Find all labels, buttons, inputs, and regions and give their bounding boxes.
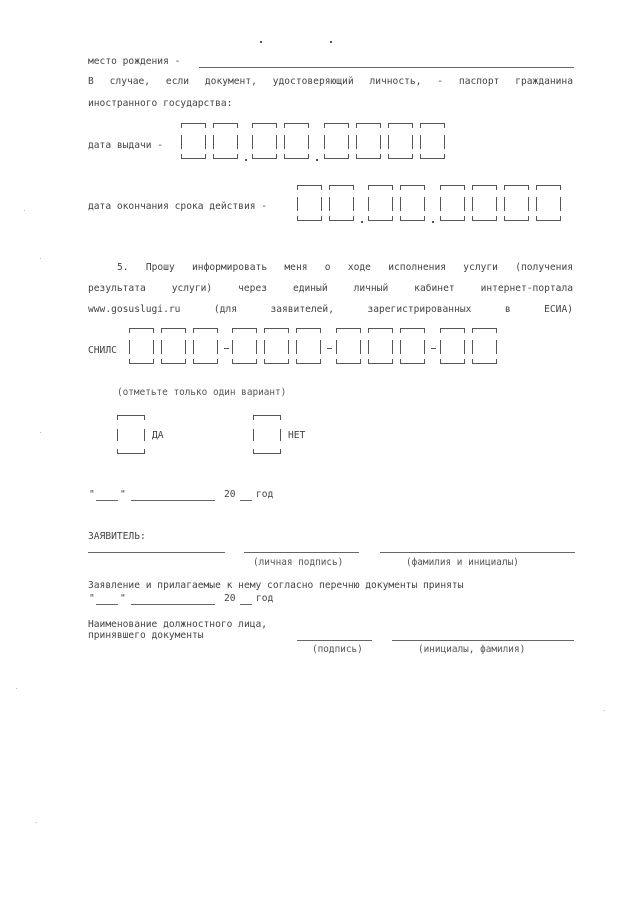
official-line2: принявшего документы (88, 630, 204, 641)
scan-speck (40, 432, 41, 433)
snils-dash (431, 348, 436, 349)
applicant-field-1[interactable] (88, 552, 225, 553)
date-separator (316, 159, 318, 161)
name-initials-caption: (фамилия и инициалы) (406, 557, 519, 568)
month-field[interactable] (131, 500, 215, 501)
accepted-year-word: год (256, 593, 274, 604)
date-separator (245, 159, 247, 161)
scan-speck (36, 822, 37, 823)
applicant-signature-field[interactable] (244, 552, 359, 553)
year-word: год (256, 489, 274, 500)
para5-line3: www.gosuslugi.ru (для заявителей, зарегистрированных в ЕСИА) (88, 304, 573, 315)
initials-surname-caption: (инициалы, фамилия) (418, 644, 526, 655)
date-separator (361, 221, 363, 223)
scan-speck (16, 688, 17, 689)
option-no-label: НЕТ (288, 430, 306, 441)
personal-signature-caption: (личная подпись) (253, 557, 344, 568)
accepted-quote-open: " (89, 593, 95, 604)
date-separator (432, 221, 434, 223)
accepted-year-field[interactable] (240, 604, 252, 605)
foreign-passport-text: В случае, если документ, удостоверяющий личность, - паспорт гражданина (88, 76, 573, 87)
signature-caption: (подпись) (312, 644, 363, 655)
official-line1: Наименование должностного лица, (88, 619, 268, 630)
accepted-day-field[interactable] (96, 604, 118, 605)
snils-dash (327, 348, 332, 349)
choose-hint: (отметьте только один вариант) (117, 387, 287, 398)
option-yes-label: ДА (152, 430, 164, 441)
date-separator (330, 41, 332, 43)
year-field[interactable] (240, 500, 252, 501)
date-separator (260, 41, 262, 43)
birth-place-field[interactable] (199, 67, 574, 68)
applicant-name-field[interactable] (380, 552, 575, 553)
official-name-field[interactable] (392, 640, 574, 641)
scan-speck (604, 710, 605, 711)
snils-dash (224, 348, 229, 349)
accepted-month-field[interactable] (131, 604, 215, 605)
foreign-passport-text-2: иностранного государства: (88, 98, 233, 109)
option-no-checkbox[interactable] (253, 415, 281, 455)
scan-speck (40, 258, 41, 259)
date-quote-close: " (120, 489, 126, 500)
official-signature-field[interactable] (297, 640, 372, 641)
century: 20 (224, 489, 236, 500)
accepted-text: Заявление и прилагаемые к нему согласно перечню документы приняты (88, 580, 464, 591)
scan-speck (24, 210, 25, 211)
accepted-century: 20 (224, 593, 236, 604)
snils-label: СНИЛС (88, 345, 117, 356)
birth-place-label: место рождения - (88, 56, 181, 67)
expiry-date-label: дата окончания срока действия - (88, 201, 268, 212)
issue-date-label: дата выдачи - (88, 140, 164, 151)
para5-line1: 5. Прошу информировать меня о ходе исполнения услуги (получения (117, 262, 573, 273)
day-field[interactable] (96, 500, 118, 501)
applicant-label: ЗАЯВИТЕЛЬ: (88, 531, 146, 542)
date-quote-open: " (89, 489, 95, 500)
para5-line2: результата услуги) через единый личный кабинет интернет-портала (88, 283, 573, 294)
accepted-quote-close: " (120, 593, 126, 604)
option-yes-checkbox[interactable] (117, 415, 145, 455)
